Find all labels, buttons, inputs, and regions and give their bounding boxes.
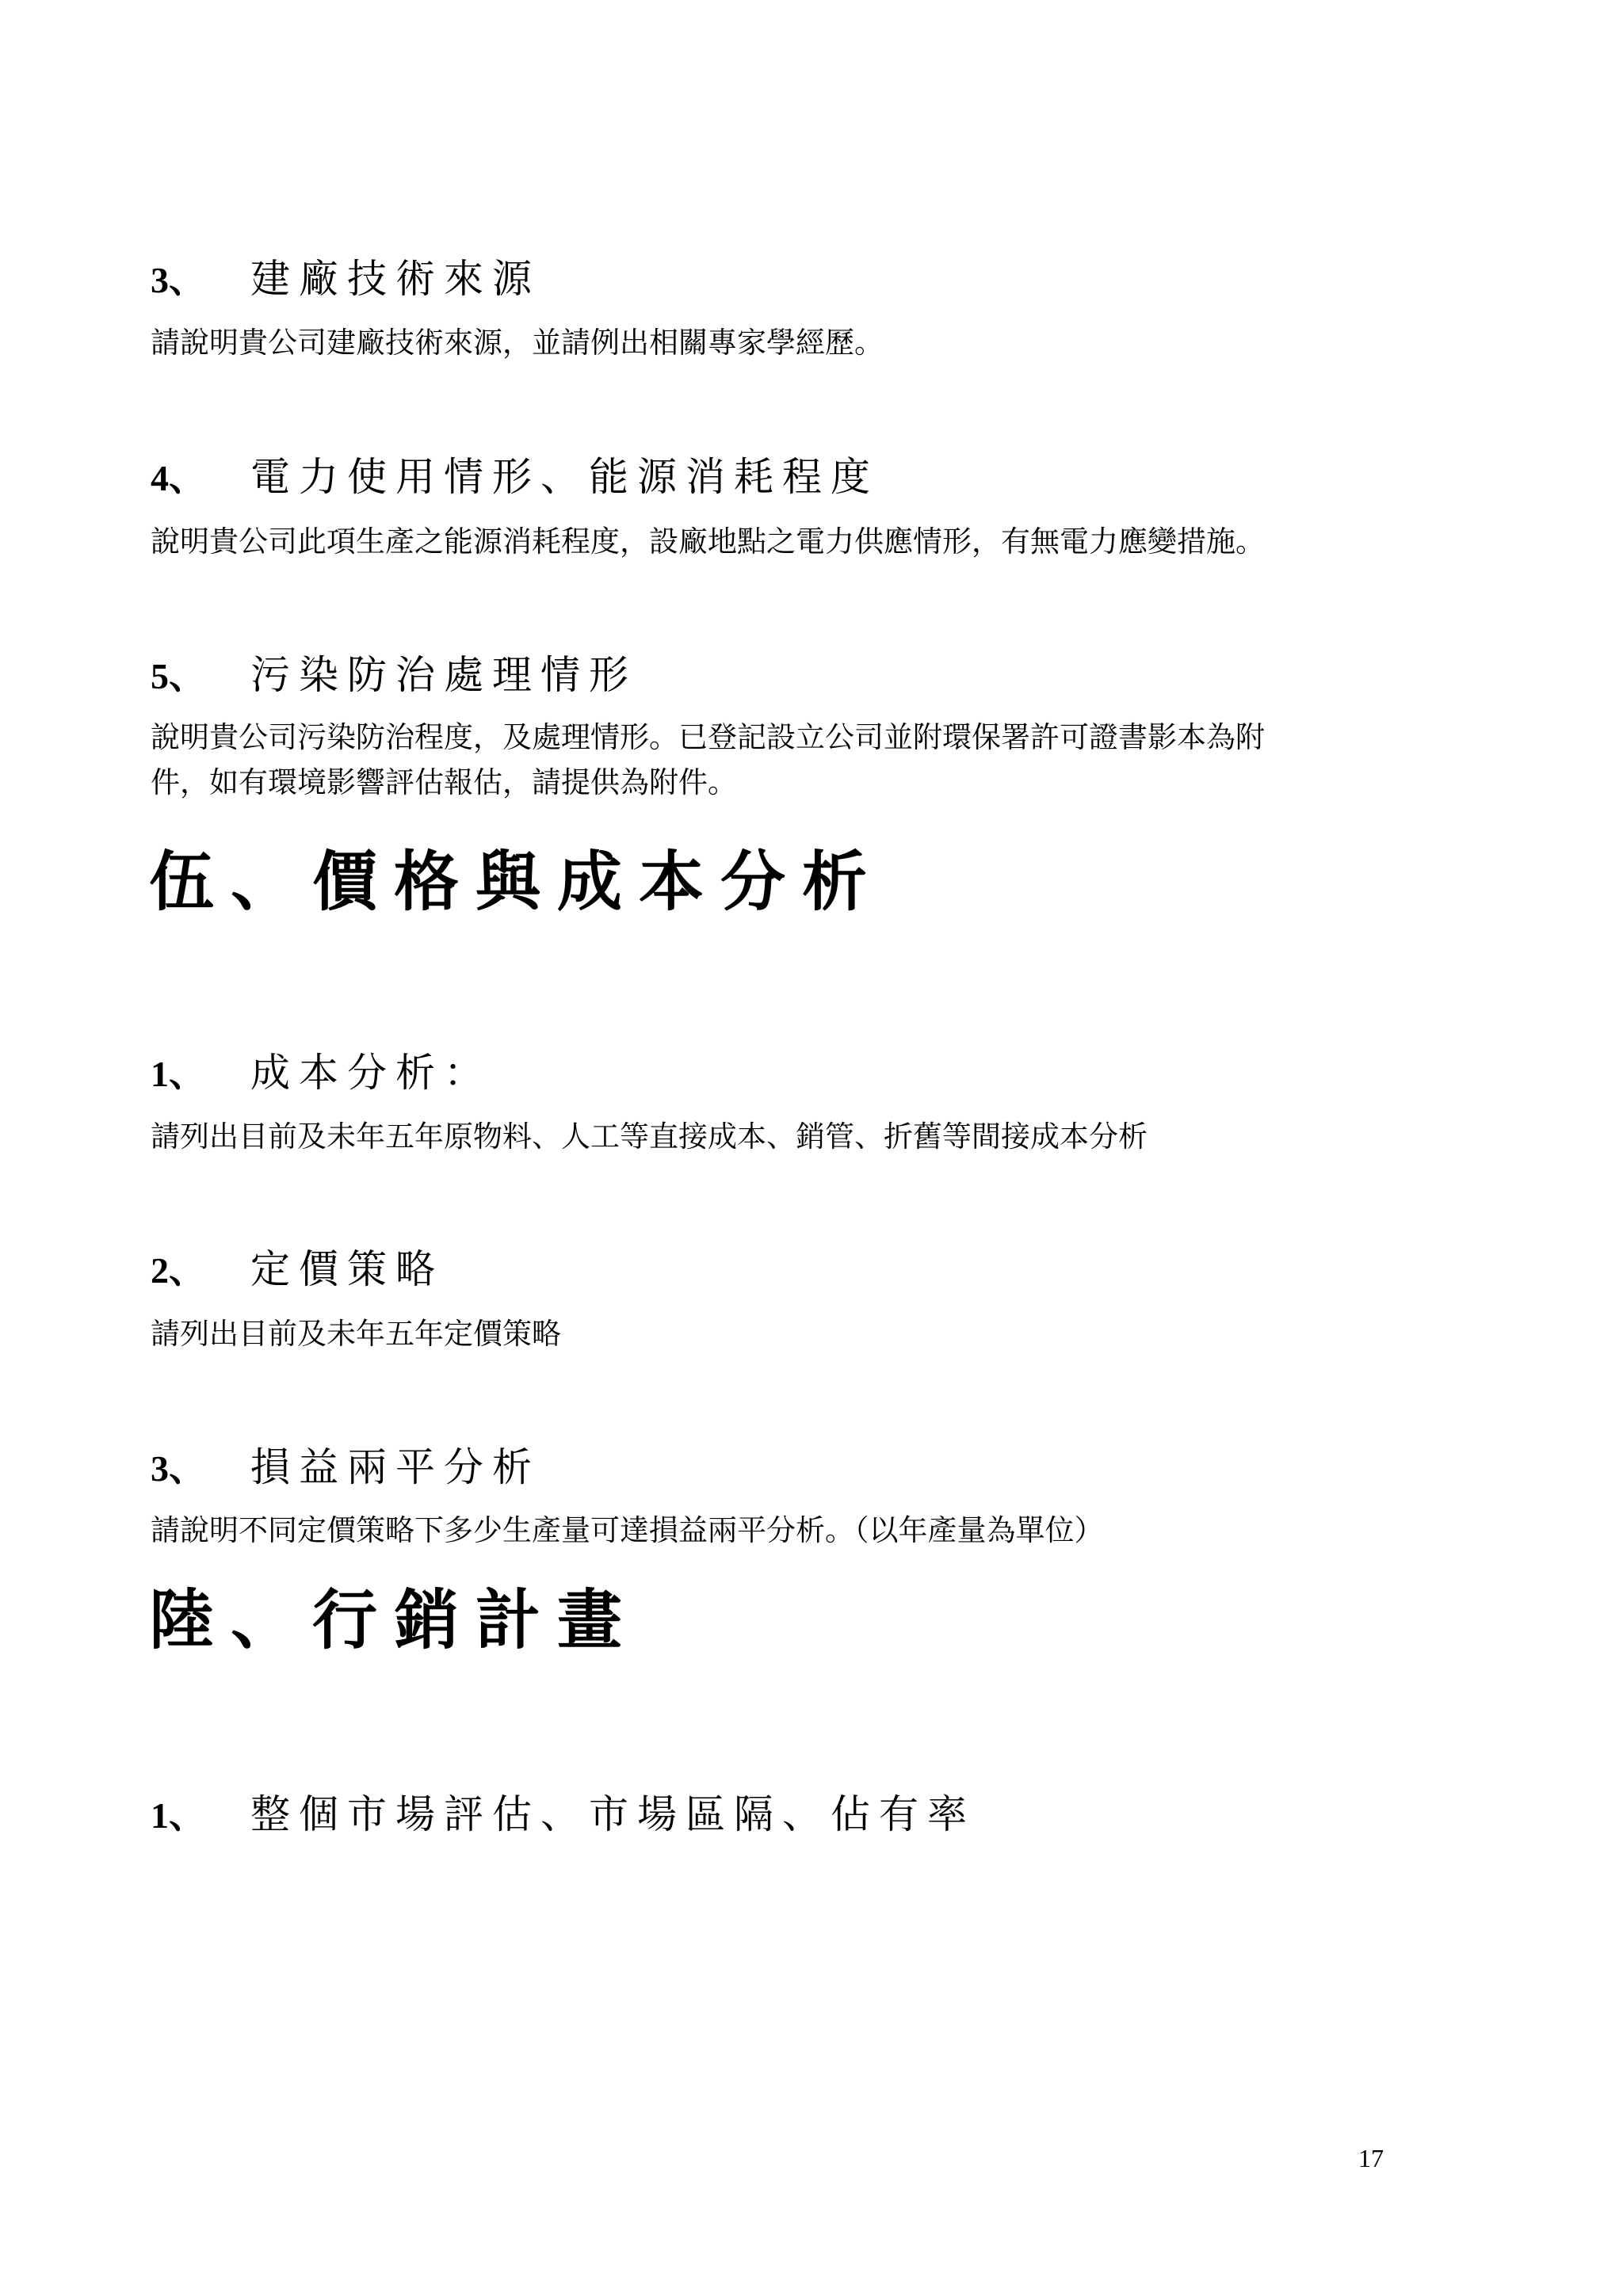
- section-number: 1、: [151, 1795, 205, 1836]
- chapter5-section-heading-3: [151, 1436, 540, 1493]
- section-title: 損益兩平分析: [250, 1444, 540, 1490]
- chapter-title-5: 伍、價格與成本分析: [149, 845, 884, 920]
- body-line: 請列出目前及未年五年原物料、人工等直接成本、銷管、折舊等間接成本分析: [151, 1119, 1148, 1154]
- section-body-4: [151, 519, 1387, 564]
- section-title: 電力使用情形、能源消耗程度: [250, 454, 879, 500]
- body-line: 說明貴公司污染防治程度，及處理情形。已登記設立公司並附環保署許可證書影本為附: [151, 720, 1265, 754]
- page-number: 17: [1358, 2144, 1384, 2172]
- section-heading-5: [151, 643, 637, 700]
- chapter5-section-heading-1: [151, 1041, 492, 1098]
- body-line: 請列出目前及未年五年定價策略: [151, 1317, 561, 1351]
- section-title: 整個市場評估、市場區隔、佔有率: [250, 1791, 976, 1837]
- chapter5-section-heading-2: [151, 1238, 444, 1295]
- section-number: 3、: [151, 260, 205, 300]
- section-title: 定價策略: [250, 1246, 444, 1292]
- chapter5-section-body-1: [151, 1114, 1387, 1159]
- section-number: 5、: [151, 656, 205, 696]
- body-line: 請說明不同定價策略下多少生產量可達損益兩平分析。（以年產量為單位）: [151, 1513, 1104, 1547]
- section-number: 2、: [151, 1250, 205, 1291]
- body-line: 請說明貴公司建廠技術來源，並請例出相關專家學經歷。: [151, 326, 884, 360]
- section-title: 污染防治處理情形: [250, 652, 637, 698]
- chapter5-section-body-3: [151, 1508, 1387, 1553]
- section-body-5: [151, 715, 1387, 805]
- section-number: 3、: [151, 1448, 205, 1489]
- section-heading-3: [151, 247, 540, 304]
- section-number: 4、: [151, 458, 205, 498]
- section-title: 建廠技術來源: [250, 256, 540, 302]
- section-number: 1、: [151, 1054, 205, 1094]
- section-title: 成本分析：: [250, 1050, 492, 1096]
- section-body-3: [151, 320, 1387, 365]
- body-line: 件，如有環境影響評估報估，請提供為附件。: [151, 765, 737, 799]
- chapter5-section-body-2: [151, 1311, 1387, 1356]
- chapter-title-6: 陸、行銷計畫: [149, 1583, 640, 1658]
- chapter6-section-heading-1: [151, 1783, 976, 1840]
- section-heading-4: [151, 445, 879, 502]
- body-line: 說明貴公司此項生產之能源消耗程度，設廠地點之電力供應情形，有無電力應變措施。: [151, 524, 1265, 559]
